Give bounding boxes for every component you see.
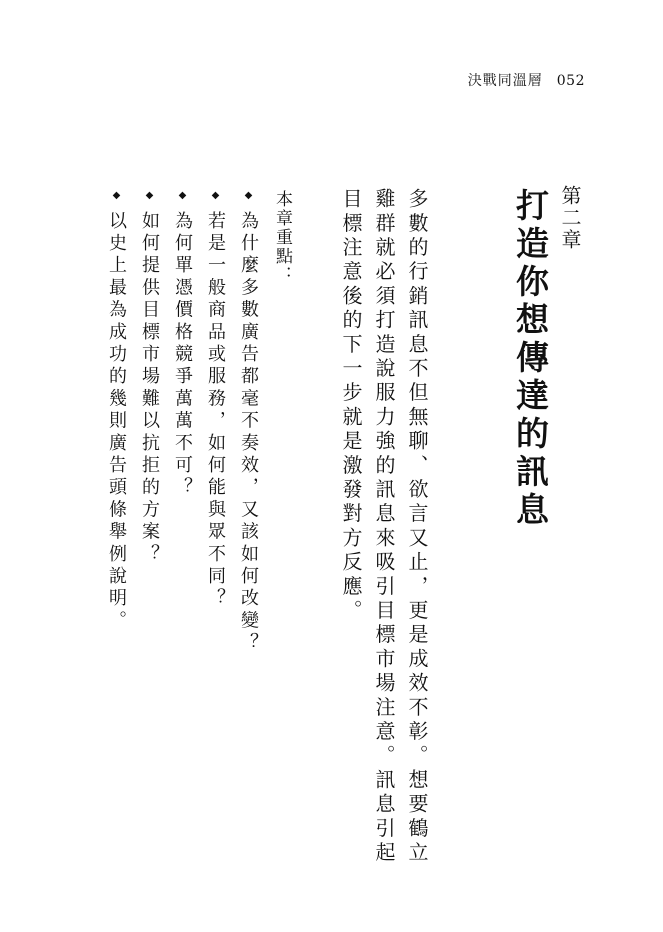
running-head: [468, 70, 585, 90]
book-title: 決戰同溫層: [467, 73, 543, 89]
highlight-text: 為何單憑價格競爭萬萬不可？: [172, 211, 193, 500]
highlight-text: 若是一般商品或服務，如何能與眾不同？: [205, 211, 226, 611]
highlight-item: [232, 190, 265, 890]
highlight-item: [100, 190, 133, 890]
page-number: 052: [556, 73, 585, 89]
chapter-highlights: [100, 190, 298, 890]
chapter-title: 打造你想傳達的訊息: [511, 188, 550, 530]
highlight-text: 以史上最為成功的幾則廣告頭條舉例說明。: [106, 211, 127, 633]
highlight-item: [166, 190, 199, 890]
body-paragraph: 多數的行銷訊息不但無聊、欲言又止，更是成效不彰。想要鶴立雞群就必須打造說服力強的訊息來吸引目標市場注意。訊息引起目標注意後的下一步就是激發對方反應。: [339, 188, 429, 866]
diamond-bullet-icon: ◆: [144, 190, 155, 201]
highlight-text: 為什麼多數廣告都毫不奏效，又該如何改變？: [238, 211, 259, 655]
diamond-bullet-icon: ◆: [111, 190, 122, 201]
highlights-heading: 本章重點：: [272, 190, 292, 285]
diamond-bullet-icon: ◆: [210, 190, 221, 201]
chapter-label: 第二章: [558, 185, 582, 251]
highlight-item: [199, 190, 232, 890]
highlight-item: [133, 190, 166, 890]
diamond-bullet-icon: ◆: [243, 190, 254, 201]
highlight-text: 如何提供目標市場難以抗拒的方案？: [139, 211, 160, 567]
diamond-bullet-icon: ◆: [177, 190, 188, 201]
